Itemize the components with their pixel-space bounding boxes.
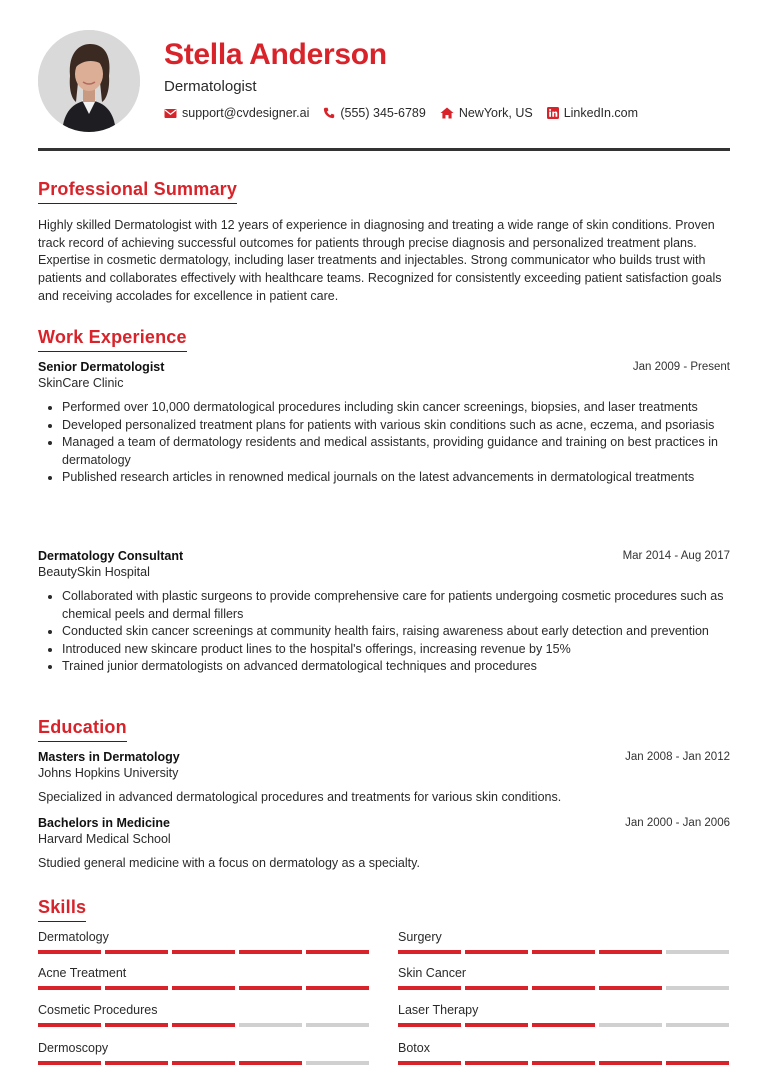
- skill-rating-bar: [38, 950, 370, 954]
- skill-segment-filled: [105, 1061, 168, 1065]
- education-heading: Education: [38, 717, 127, 742]
- skill-segment-filled: [599, 986, 662, 990]
- skill-segment-filled: [532, 1061, 595, 1065]
- contact-email-text: support@cvdesigner.ai: [182, 106, 310, 120]
- contact-email[interactable]: [164, 106, 309, 120]
- school: Johns Hopkins University: [38, 766, 179, 780]
- skill-segment-filled: [105, 950, 168, 954]
- contact-row: [164, 106, 638, 120]
- skill-rating-bar: [38, 986, 370, 990]
- education-description: Studied general medicine with a focus on dermatology as a specialty.: [38, 856, 420, 870]
- skill-segment-filled: [398, 1023, 461, 1027]
- skill-item: [398, 966, 730, 990]
- skill-segment-filled: [465, 1023, 528, 1027]
- profile-photo: [38, 30, 140, 132]
- skill-item: [398, 930, 730, 954]
- skill-segment-filled: [172, 950, 235, 954]
- skill-name: Skin Cancer: [398, 966, 467, 980]
- skill-segment-filled: [398, 950, 461, 954]
- skill-segment-empty: [599, 1023, 662, 1027]
- candidate-name: Stella Anderson: [164, 38, 387, 71]
- summary-heading: Professional Summary: [38, 179, 237, 204]
- skill-segment-filled: [239, 1061, 302, 1065]
- skill-item: [38, 966, 370, 990]
- education-description: Specialized in advanced dermatological procedures and treatments for various skin conditions.: [38, 790, 562, 804]
- skill-segment-filled: [172, 1023, 235, 1027]
- skill-segment-empty: [666, 986, 729, 990]
- skill-segment-filled: [666, 1061, 729, 1065]
- skill-segment-filled: [532, 986, 595, 990]
- email-icon: [164, 108, 177, 119]
- job-org: SkinCare Clinic: [38, 376, 124, 390]
- contact-linkedin-text: LinkedIn.com: [563, 106, 639, 120]
- linkedin-icon: [547, 107, 559, 119]
- skill-segment-empty: [306, 1023, 369, 1027]
- skill-segment-filled: [465, 950, 528, 954]
- skill-segment-filled: [599, 950, 662, 954]
- degree: Bachelors in Medicine: [38, 816, 170, 830]
- skill-segment-empty: [306, 1061, 369, 1065]
- job-role: Senior Dermatologist: [38, 360, 165, 374]
- contact-phone-text: (555) 345-6789: [340, 106, 426, 120]
- skill-segment-filled: [532, 950, 595, 954]
- contact-phone[interactable]: [323, 106, 425, 120]
- list-item: • Collaborated with plastic surgeons to provide comprehensive care for patients undergoing cosmetic procedures such as chemical peels and dermal fillers: [62, 588, 754, 623]
- job-1-bullets: [38, 399, 754, 487]
- skill-segment-filled: [38, 1061, 101, 1065]
- skill-rating-bar: [398, 1023, 730, 1027]
- skill-name: Botox: [398, 1041, 430, 1055]
- phone-icon: [323, 107, 335, 119]
- skill-segment-filled: [398, 1061, 461, 1065]
- list-item: • Managed a team of dermatology residents and medical assistants, providing guidance and training on best practices in dermatology: [62, 434, 754, 469]
- skill-item: [38, 930, 370, 954]
- header-divider: [38, 148, 730, 151]
- contact-location: [440, 106, 533, 120]
- education-date: Jan 2008 - Jan 2012: [625, 751, 730, 763]
- list-item: • Trained junior dermatologists on advanced dermatological techniques and procedures: [62, 658, 754, 676]
- skill-segment-filled: [105, 1023, 168, 1027]
- school: Harvard Medical School: [38, 832, 171, 846]
- portrait-illustration: [38, 30, 140, 132]
- skill-segment-filled: [465, 986, 528, 990]
- job-2-bullets: [38, 588, 754, 676]
- skill-segment-filled: [532, 1023, 595, 1027]
- job-role: Dermatology Consultant: [38, 549, 184, 563]
- list-item: • Performed over 10,000 dermatological procedures including skin cancer screenings, biopsies, and laser treatments: [62, 399, 754, 417]
- list-item: • Conducted skin cancer screenings at community health fairs, raising awareness about early detection and prevention: [62, 623, 754, 641]
- skill-segment-filled: [38, 1023, 101, 1027]
- candidate-title: Dermatologist: [164, 78, 257, 95]
- skill-rating-bar: [398, 986, 730, 990]
- skill-segment-empty: [666, 1023, 729, 1027]
- skill-name: Surgery: [398, 930, 442, 944]
- education-entry-1: [38, 750, 730, 780]
- education-date: Jan 2000 - Jan 2006: [625, 817, 730, 829]
- skill-name: Dermatology: [38, 930, 109, 944]
- contact-linkedin[interactable]: [547, 106, 638, 120]
- home-icon: [440, 107, 454, 119]
- job-entry-2: [38, 549, 730, 579]
- skill-name: Acne Treatment: [38, 966, 127, 980]
- skill-segment-filled: [306, 986, 369, 990]
- job-entry-1: [38, 360, 730, 390]
- skill-item: [398, 1003, 730, 1027]
- skill-segment-filled: [599, 1061, 662, 1065]
- list-item: • Published research articles in renowned medical journals on the latest advancements in dermatological treatments: [62, 469, 754, 487]
- skill-rating-bar: [38, 1061, 370, 1065]
- skill-rating-bar: [38, 1023, 370, 1027]
- skills-heading: Skills: [38, 897, 86, 922]
- list-item: • Introduced new skincare product lines to the hospital's offerings, increasing revenue by 15%: [62, 641, 754, 659]
- degree: Masters in Dermatology: [38, 750, 180, 764]
- skill-segment-filled: [172, 1061, 235, 1065]
- summary-text: Highly skilled Dermatologist with 12 years of experience in diagnosing and treating a wide range of skin conditions. Proven track record of achieving successful outcomes for patients through precise diagnosis and personalized treatment plans. Expertise in cosmetic dermatology, including laser treatments and injectables. Strong communicator who builds trust with patients and collaborates effectively with healthcare teams. Recognized for consistently exceeding patient satisfaction goals and receiving accolades for excellence in patient care.: [38, 218, 722, 303]
- job-org: BeautySkin Hospital: [38, 565, 150, 579]
- skill-segment-empty: [666, 950, 729, 954]
- skill-item: [38, 1041, 370, 1065]
- skill-segment-filled: [172, 986, 235, 990]
- skill-rating-bar: [398, 1061, 730, 1065]
- skill-segment-filled: [239, 950, 302, 954]
- skill-rating-bar: [398, 950, 730, 954]
- skill-segment-filled: [465, 1061, 528, 1065]
- skill-segment-filled: [398, 986, 461, 990]
- job-date: Jan 2009 - Present: [632, 361, 730, 373]
- education-entry-2: [38, 816, 730, 846]
- skill-item: [398, 1041, 730, 1065]
- contact-location-text: NewYork, US: [458, 106, 533, 120]
- work-heading: Work Experience: [38, 327, 187, 352]
- skill-segment-empty: [239, 1023, 302, 1027]
- skill-name: Dermoscopy: [38, 1041, 109, 1055]
- skill-segment-filled: [306, 950, 369, 954]
- list-item: • Developed personalized treatment plans for patients with various skin conditions such as acne, eczema, and psoriasis: [62, 417, 754, 435]
- skill-item: [38, 1003, 370, 1027]
- skill-name: Laser Therapy: [398, 1003, 479, 1017]
- skill-segment-filled: [239, 986, 302, 990]
- job-date: Mar 2014 - Aug 2017: [622, 550, 730, 562]
- skill-segment-filled: [105, 986, 168, 990]
- skill-segment-filled: [38, 986, 101, 990]
- skill-name: Cosmetic Procedures: [38, 1003, 158, 1017]
- skill-segment-filled: [38, 950, 101, 954]
